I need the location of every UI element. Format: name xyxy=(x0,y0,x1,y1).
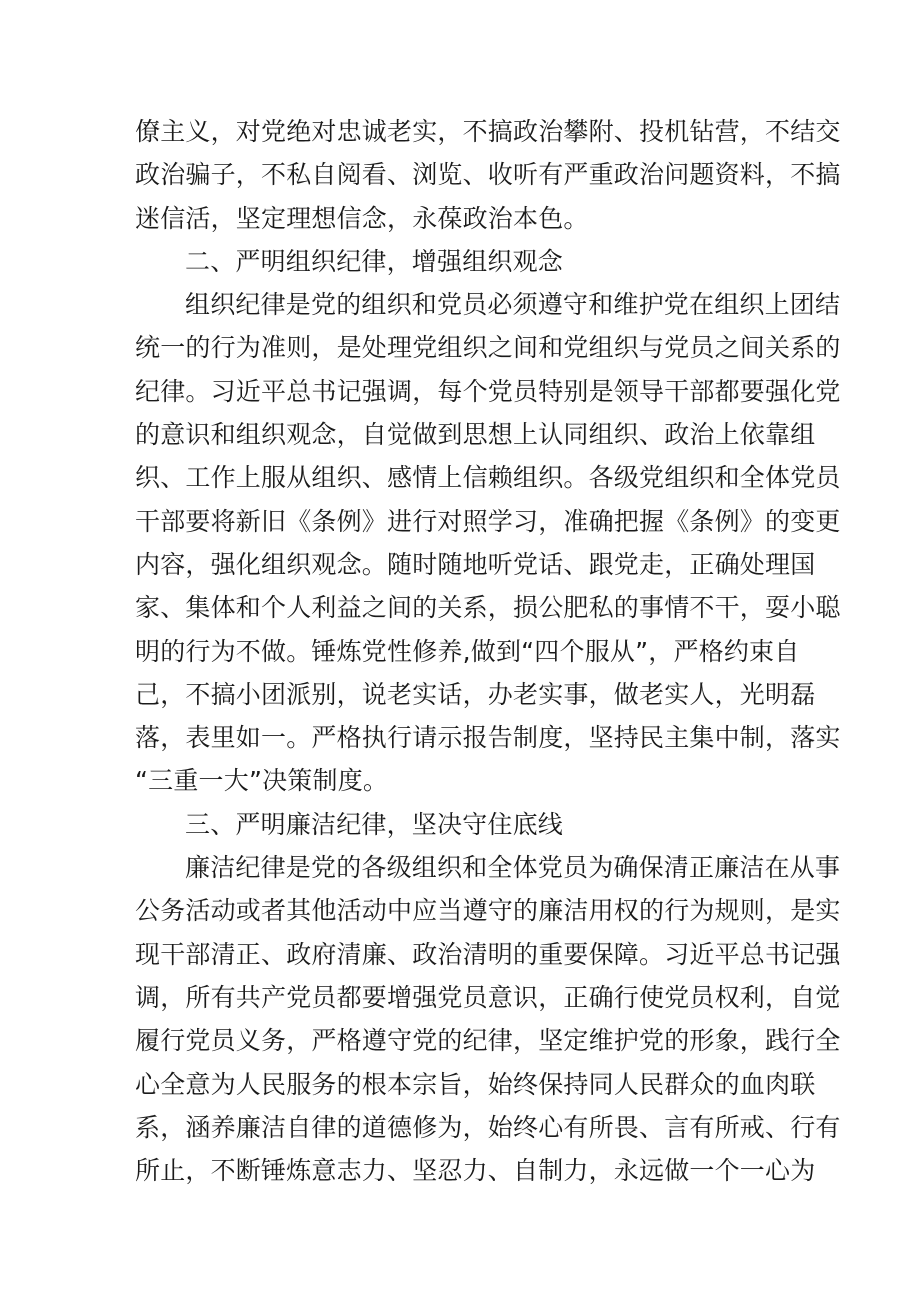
section-heading: 二、严明组织纪律，增强组织观念 xyxy=(185,246,564,276)
body-text-line: 僚主义，对党绝对忠诚老实，不搞政治攀附、投机钻营，不结交 xyxy=(135,117,841,146)
body-text-line: 系，涵养廉洁自律的道德修为，始终心有所畏、言有所戒、行有 xyxy=(135,1112,841,1142)
body-text-line: 心全意为人民服务的根本宗旨，始终保持同人民群众的血肉联 xyxy=(135,1069,816,1099)
body-text-line: “三重一大”决策制度。 xyxy=(135,766,389,796)
body-text-line: 所止，不断锤炼意志力、坚忍力、自制力，永远做一个一心为 xyxy=(135,1156,816,1186)
section-heading: 三、严明廉洁纪律，坚决守住底线 xyxy=(185,809,564,839)
body-text-line: 统一的行为准则，是处理党组织之间和党组织与党员之间关系的 xyxy=(135,333,841,363)
body-text-line: 组织纪律是党的组织和党员必须遵守和维护党在组织上团结 xyxy=(185,290,841,320)
body-text-line: 现干部清正、政府清廉、政治清明的重要保障。习近平总书记强 xyxy=(135,939,841,969)
body-text-line: 履行党员义务，严格遵守党的纪律，坚定维护党的形象，践行全 xyxy=(135,1026,841,1056)
body-text-line: 明的行为不做。锤炼党性修养,做到“四个服从”，严格约束自 xyxy=(135,636,800,666)
body-text-line: 家、集体和个人利益之间的关系，损公肥私的事情不干，耍小聪 xyxy=(135,593,841,623)
body-text-line: 廉洁纪律是党的各级组织和全体党员为确保清正廉洁在从事 xyxy=(185,853,841,883)
body-text-line: 己，不搞小团派别，说老实话，办老实事，做老实人，光明磊 xyxy=(135,679,816,709)
body-text-line: 迷信活，坚定理想信念，永葆政治本色。 xyxy=(135,203,589,233)
body-text-line: 干部要将新旧《条例》进行对照学习，准确把握《条例》的变更 xyxy=(135,506,841,536)
body-text-line: 内容，强化组织观念。随时随地听党话、跟党走，正确处理国 xyxy=(135,549,816,579)
body-text-line: 政治骗子，不私自阅看、浏览、收听有严重政治问题资料，不搞 xyxy=(135,160,841,190)
body-text-line: 落，表里如一。严格执行请示报告制度，坚持民主集中制，落实 xyxy=(135,723,841,753)
body-text-line: 的意识和组织观念，自觉做到思想上认同组织、政治上依靠组 xyxy=(135,420,816,450)
body-text-line: 织、工作上服从组织、感情上信赖组织。各级党组织和全体党员 xyxy=(135,463,841,493)
document-body xyxy=(135,110,841,1192)
body-text-line: 纪律。习近平总书记强调，每个党员特别是领导干部都要强化党 xyxy=(135,376,841,406)
body-text-line: 调，所有共产党员都要增强党员意识，正确行使党员权利，自觉 xyxy=(135,982,841,1012)
body-text-line: 公务活动或者其他活动中应当遵守的廉洁用权的行为规则，是实 xyxy=(135,896,841,926)
